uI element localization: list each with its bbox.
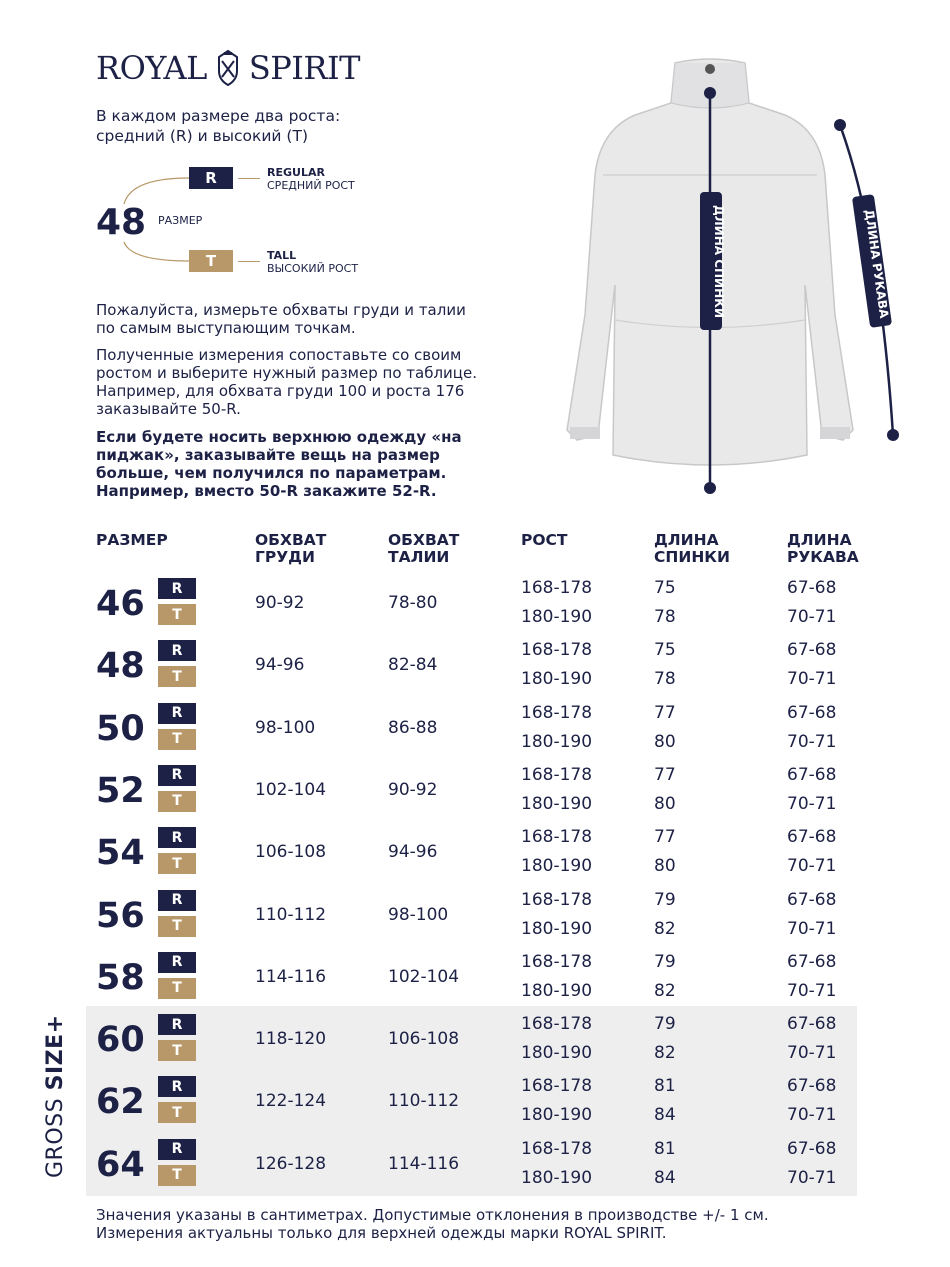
- row-tall-badge: T: [158, 666, 196, 687]
- cell-sleeve-r: 67-68: [787, 1014, 837, 1035]
- header-back: [654, 532, 730, 566]
- cell-height-r: 168-178: [521, 951, 593, 972]
- cell-back-t: 82: [654, 1043, 676, 1064]
- intro-text: [96, 106, 340, 146]
- row-size: 64: [96, 1144, 145, 1185]
- cell-sleeve-r: 67-68: [787, 951, 837, 972]
- cell-back-t: 82: [654, 918, 676, 939]
- row-tall-badge: T: [158, 916, 196, 937]
- cell-waist: 106-108: [388, 1029, 460, 1050]
- row-regular-badge: R: [158, 890, 196, 911]
- row-regular-badge: R: [158, 765, 196, 786]
- footer-note: [96, 1206, 769, 1242]
- cell-height-t: 180-190: [521, 607, 593, 627]
- intro-line: В каждом размере два роста:: [96, 107, 341, 125]
- tall-badge: T: [189, 250, 233, 272]
- cell-height-t: 180-190: [521, 1105, 593, 1126]
- header-waist: [388, 532, 459, 566]
- gross-label-bold: SIZE+: [43, 1014, 68, 1091]
- instructions-line: Например, вместо 50-R закажите 52-R.: [96, 482, 437, 500]
- cell-sleeve-t: 70-71: [787, 731, 837, 752]
- regular-title: REGULAR: [267, 166, 325, 179]
- cell-sleeve-t: 70-71: [787, 856, 837, 877]
- tall-subtitle: ВЫСОКИЙ РОСТ: [267, 262, 359, 275]
- row-tall-badge: T: [158, 791, 196, 812]
- tall-legend: [267, 249, 358, 275]
- cell-sleeve-r: 67-68: [787, 640, 837, 661]
- header-sleeve-line: РУКАВА: [787, 548, 859, 566]
- cell-height-r: 168-178: [521, 889, 593, 910]
- cell-back-r: 77: [654, 702, 676, 723]
- cell-chest: 98-100: [255, 717, 316, 738]
- row-regular-badge: R: [158, 827, 196, 848]
- header-sleeve: [787, 532, 859, 566]
- header-sleeve-line: ДЛИНА: [787, 531, 852, 549]
- cell-chest: 110-112: [255, 904, 327, 925]
- row-tall-badge: T: [158, 853, 196, 874]
- cell-height-t: 180-190: [521, 918, 593, 939]
- cell-back-t: 80: [654, 731, 676, 752]
- instructions-line: Если будете носить верхнюю одежду «на: [96, 428, 462, 446]
- cell-sleeve-r: 67-68: [787, 889, 837, 910]
- cell-height-r: 168-178: [521, 702, 593, 723]
- cell-waist: 94-96: [388, 842, 438, 863]
- example-size-label: РАЗМЕР: [158, 214, 203, 227]
- cell-sleeve-r: 67-68: [787, 702, 837, 723]
- cell-height-t: 180-190: [521, 793, 593, 814]
- row-tall-badge: T: [158, 1102, 196, 1123]
- crest-icon: [213, 49, 243, 87]
- cell-sleeve-r: 67-68: [787, 1076, 837, 1097]
- instructions-p1: [96, 301, 466, 337]
- brand-name-left: ROYAL: [96, 49, 207, 87]
- sleeve-length-top-dot: [834, 119, 846, 131]
- gross-label-light: GROSS: [43, 1097, 68, 1178]
- cell-height-t: 180-190: [521, 980, 593, 1001]
- instructions-line: Полученные измерения сопоставьте со своим: [96, 346, 462, 364]
- cell-back-r: 81: [654, 1138, 676, 1159]
- cell-waist: 90-92: [388, 779, 438, 800]
- cell-height-r: 168-178: [521, 578, 593, 598]
- cell-waist: 86-88: [388, 717, 438, 738]
- table-row: [0, 640, 950, 702]
- row-tall-badge: T: [158, 729, 196, 750]
- header-back-line: ДЛИНА: [654, 531, 719, 549]
- row-regular-badge: R: [158, 703, 196, 724]
- collar-logo-icon: [705, 64, 715, 74]
- cell-sleeve-t: 70-71: [787, 793, 837, 814]
- header-size: РАЗМЕР: [96, 531, 168, 549]
- tall-title: TALL: [267, 249, 297, 262]
- cell-height-t: 180-190: [521, 1043, 593, 1064]
- row-size: 62: [96, 1082, 145, 1123]
- cell-waist: 78-80: [388, 593, 438, 613]
- footer-line: Измерения актуальны только для верхней одежды марки ROYAL SPIRIT.: [96, 1224, 667, 1242]
- cell-back-r: 77: [654, 764, 676, 785]
- cell-chest: 126-128: [255, 1153, 327, 1174]
- cell-back-r: 75: [654, 640, 676, 661]
- row-size: 52: [96, 770, 145, 811]
- cell-sleeve-t: 70-71: [787, 1167, 837, 1188]
- footer-line: Значения указаны в сантиметрах. Допустимые отклонения в производстве +/- 1 см.: [96, 1206, 769, 1224]
- row-regular-badge: R: [158, 1076, 196, 1097]
- size-example-diagram: [96, 160, 476, 280]
- row-size: 48: [96, 646, 145, 687]
- cell-chest: 118-120: [255, 1029, 327, 1050]
- row-size: 58: [96, 957, 145, 998]
- table-row: [0, 890, 950, 952]
- brand-logo: [96, 48, 360, 88]
- row-size: 56: [96, 895, 145, 936]
- instructions-line: больше, чем получился по параметрам.: [96, 464, 447, 482]
- cell-back-r: 77: [654, 827, 676, 848]
- back-length-bottom-dot: [704, 482, 716, 494]
- brand-name-right: SPIRIT: [248, 49, 360, 87]
- cell-waist: 98-100: [388, 904, 449, 925]
- cell-back-t: 78: [654, 669, 676, 690]
- cell-sleeve-r: 67-68: [787, 764, 837, 785]
- instructions-line: пиджак», заказывайте вещь на размер: [96, 446, 440, 464]
- instructions-line: Пожалуйста, измерьте обхваты груди и талии: [96, 301, 466, 319]
- row-regular-badge: R: [158, 640, 196, 661]
- header-chest-line: ГРУДИ: [255, 548, 315, 566]
- cell-height-t: 180-190: [521, 856, 593, 877]
- cell-height-r: 168-178: [521, 1014, 593, 1035]
- cell-waist: 102-104: [388, 966, 460, 987]
- cell-height-t: 180-190: [521, 731, 593, 752]
- cell-sleeve-t: 70-71: [787, 1043, 837, 1064]
- cell-back-t: 82: [654, 980, 676, 1001]
- instructions-line: по самым выступающим точкам.: [96, 319, 356, 337]
- cell-chest: 114-116: [255, 966, 327, 987]
- table-row: [0, 703, 950, 765]
- cell-chest: 106-108: [255, 842, 327, 863]
- table-row: [0, 1139, 950, 1201]
- cell-sleeve-t: 70-71: [787, 1105, 837, 1126]
- table-row: [0, 765, 950, 827]
- instructions-p3: [96, 428, 462, 500]
- cell-height-r: 168-178: [521, 1138, 593, 1159]
- right-cuff: [820, 427, 850, 439]
- cell-waist: 114-116: [388, 1153, 460, 1174]
- cell-back-t: 84: [654, 1105, 676, 1126]
- tall-dash: [238, 261, 260, 262]
- cell-back-r: 75: [654, 578, 676, 598]
- instructions-line: ростом и выберите нужный размер по таблице.: [96, 364, 477, 382]
- back-length-top-dot: [704, 87, 716, 99]
- cell-height-t: 180-190: [521, 1167, 593, 1188]
- cell-height-r: 168-178: [521, 827, 593, 848]
- intro-line: средний (R) и высокий (T): [96, 127, 308, 145]
- row-size: 46: [96, 584, 145, 624]
- sleeve-length-label: ДЛИНА РУКАВА: [862, 208, 892, 320]
- cell-sleeve-r: 67-68: [787, 1138, 837, 1159]
- regular-dash: [238, 178, 260, 179]
- cell-back-r: 79: [654, 1014, 676, 1035]
- row-regular-badge: R: [158, 1139, 196, 1160]
- jacket-illustration: [535, 55, 915, 510]
- header-waist-line: ОБХВАТ: [388, 531, 460, 549]
- cell-chest: 102-104: [255, 779, 327, 800]
- cell-chest: 94-96: [255, 655, 305, 676]
- back-length-label: ДЛИНА СПИНКИ: [712, 205, 726, 318]
- row-tall-badge: T: [158, 978, 196, 999]
- row-size: 60: [96, 1020, 145, 1061]
- cell-back-t: 84: [654, 1167, 676, 1188]
- header-chest-line: ОБХВАТ: [255, 531, 327, 549]
- cell-sleeve-t: 70-71: [787, 669, 837, 690]
- left-cuff: [570, 427, 600, 439]
- cell-chest: 90-92: [255, 593, 305, 613]
- instructions-line: Например, для обхвата груди 100 и роста 176: [96, 382, 465, 400]
- cell-back-r: 81: [654, 1076, 676, 1097]
- header-chest: [255, 532, 326, 566]
- cell-back-r: 79: [654, 889, 676, 910]
- regular-subtitle: СРЕДНИЙ РОСТ: [267, 179, 355, 192]
- cell-back-r: 79: [654, 951, 676, 972]
- cell-back-t: 80: [654, 856, 676, 877]
- table-row: [0, 1014, 950, 1076]
- row-size: 54: [96, 833, 145, 874]
- instructions-p2: [96, 346, 477, 418]
- cell-waist: 110-112: [388, 1091, 460, 1112]
- cell-height-r: 168-178: [521, 640, 593, 661]
- table-row: [0, 578, 950, 640]
- example-size-number: 48: [96, 202, 147, 243]
- cell-height-r: 168-178: [521, 764, 593, 785]
- header-waist-line: ТАЛИИ: [388, 548, 450, 566]
- cell-height-r: 168-178: [521, 1076, 593, 1097]
- instructions-line: заказывайте 50-R.: [96, 400, 241, 418]
- row-tall-badge: T: [158, 1165, 196, 1186]
- row-regular-badge: R: [158, 1014, 196, 1035]
- cell-sleeve-t: 70-71: [787, 980, 837, 1001]
- cell-sleeve-r: 67-68: [787, 578, 837, 598]
- cell-sleeve-r: 67-68: [787, 827, 837, 848]
- cell-back-t: 78: [654, 607, 676, 627]
- table-row: [0, 1076, 950, 1138]
- header-back-line: СПИНКИ: [654, 548, 730, 566]
- row-regular-badge: R: [158, 578, 196, 599]
- row-tall-badge: T: [158, 604, 196, 625]
- cell-sleeve-t: 70-71: [787, 918, 837, 939]
- regular-badge: R: [189, 167, 233, 189]
- cell-sleeve-t: 70-71: [787, 607, 837, 627]
- regular-legend: [267, 166, 355, 192]
- cell-chest: 122-124: [255, 1091, 327, 1112]
- sleeve-length-bottom-dot: [887, 429, 899, 441]
- header-height: РОСТ: [521, 531, 568, 549]
- cell-back-t: 80: [654, 793, 676, 814]
- table-row: [0, 827, 950, 889]
- cell-waist: 82-84: [388, 655, 438, 676]
- row-size: 50: [96, 708, 145, 749]
- row-tall-badge: T: [158, 1040, 196, 1061]
- table-row: [0, 952, 950, 1014]
- cell-height-t: 180-190: [521, 669, 593, 690]
- row-regular-badge: R: [158, 952, 196, 973]
